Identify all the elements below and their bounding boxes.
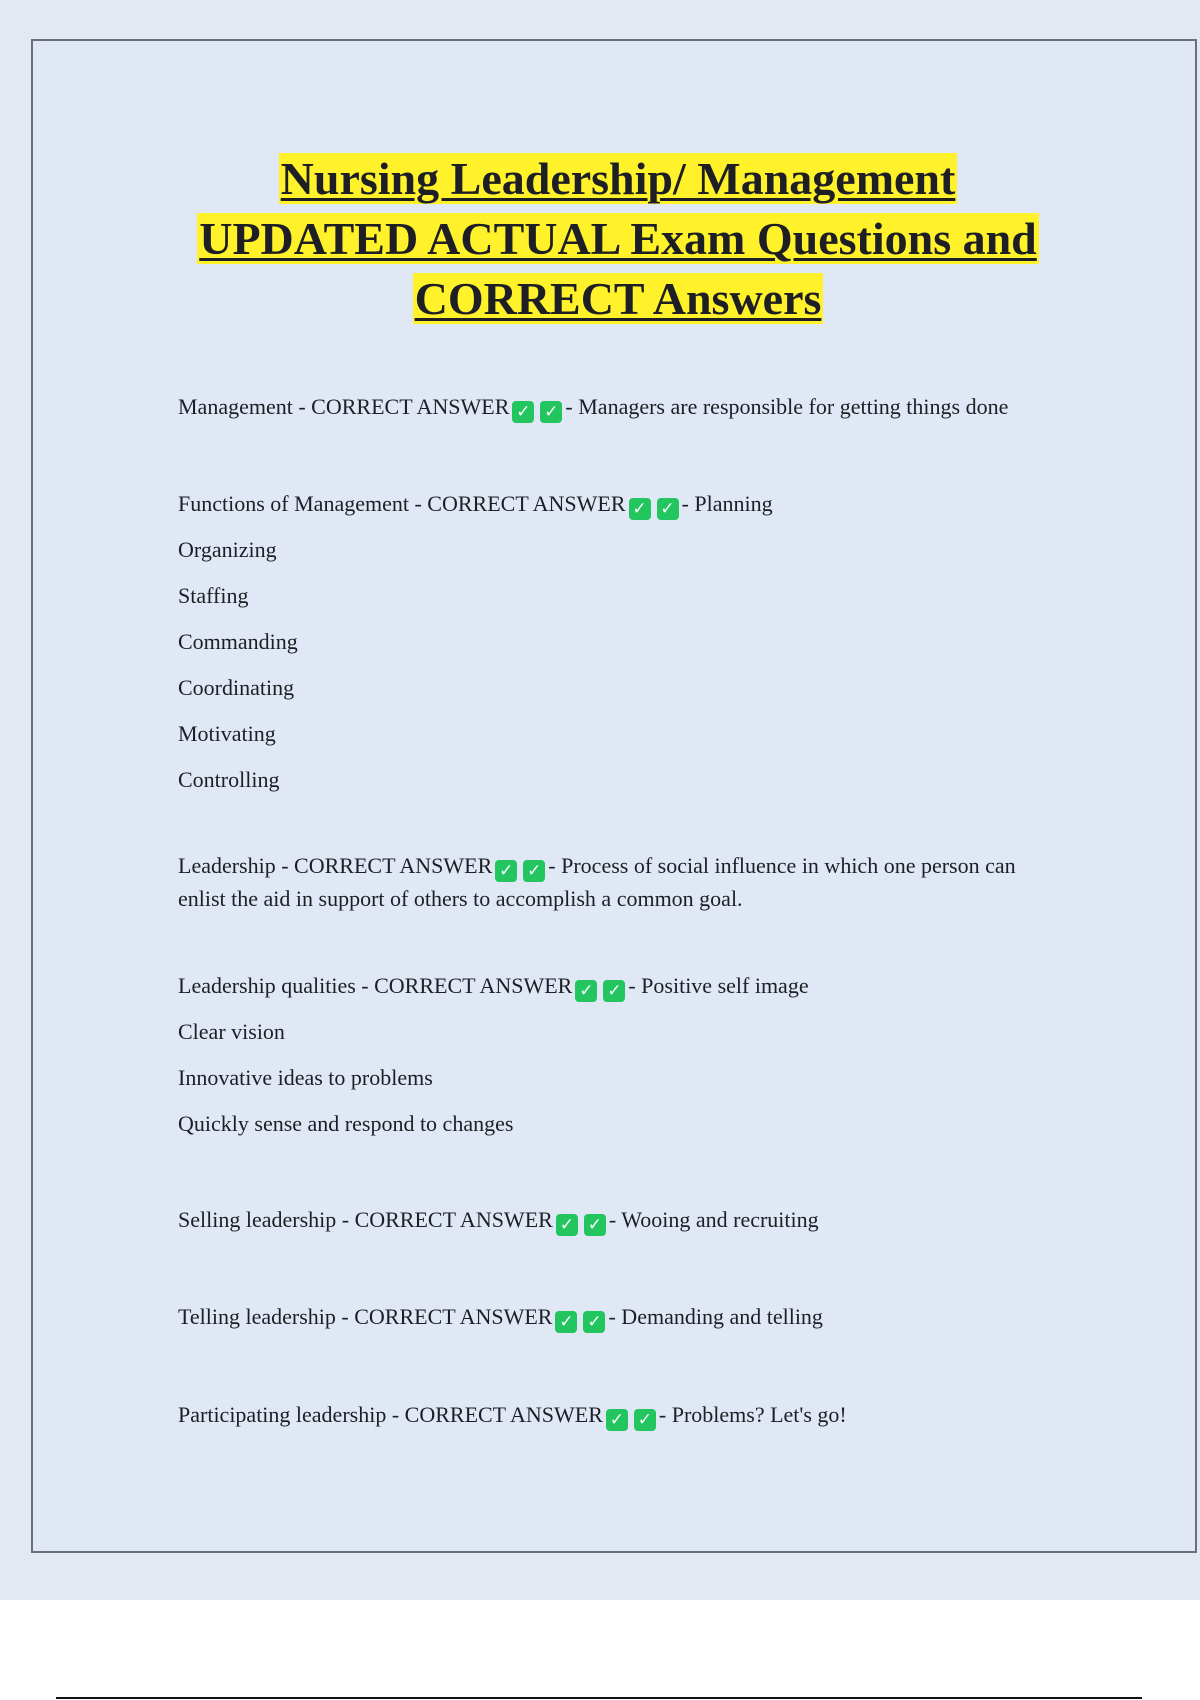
check-icon: ✓: [523, 860, 545, 882]
list-item: Staffing: [178, 583, 249, 608]
qa-item-telling-leadership: [178, 1294, 1118, 1340]
list-item: Coordinating: [178, 675, 295, 700]
check-icon: ✓: [540, 401, 562, 423]
check-icon: ✓: [603, 980, 625, 1002]
list-item: Controlling: [178, 767, 280, 792]
check-icon: ✓: [629, 498, 651, 520]
check-icon: ✓: [657, 498, 679, 520]
answer-tag: - CORRECT ANSWER: [391, 1402, 603, 1427]
qa-term: Participating leadership: [178, 1402, 387, 1427]
qa-answer: - Demanding and telling: [608, 1304, 823, 1329]
list-item: Commanding: [178, 629, 298, 654]
title-line-3: CORRECT Answers: [414, 273, 822, 324]
answer-tag: - CORRECT ANSWER: [281, 853, 493, 878]
qa-term: Management: [178, 394, 293, 419]
list-item: Clear vision: [178, 1019, 285, 1044]
document-page: [31, 39, 1197, 1553]
qa-answer: - Positive self image: [628, 973, 809, 998]
qa-term: Telling leadership: [178, 1304, 336, 1329]
qa-item-participating-leadership: [178, 1392, 1118, 1438]
check-icon: ✓: [512, 401, 534, 423]
qa-answer: - Process of social influence in which one person can: [548, 853, 1016, 878]
list-item: Organizing: [178, 537, 277, 562]
check-icon: ✓: [495, 860, 517, 882]
qa-item-management: [178, 384, 1118, 430]
qa-answer: - Planning: [681, 491, 773, 516]
qa-item-leadership-qualities: [178, 963, 1118, 1147]
footer-divider: [56, 1697, 1142, 1699]
list-item: Innovative ideas to problems: [178, 1065, 433, 1090]
answer-tag: - CORRECT ANSWER: [341, 1304, 553, 1329]
check-icon: ✓: [634, 1409, 656, 1431]
answer-tag: - CORRECT ANSWER: [341, 1207, 553, 1232]
qa-answer: - Managers are responsible for getting things done: [565, 394, 1009, 419]
answer-tag: - CORRECT ANSWER: [414, 491, 626, 516]
qa-item-leadership: [178, 849, 1118, 915]
qa-term: Selling leadership: [178, 1207, 337, 1232]
check-icon: ✓: [583, 1311, 605, 1333]
qa-answer-continued: enlist the aid in support of others to accomplish a common goal.: [178, 886, 743, 911]
answer-tag: - CORRECT ANSWER: [361, 973, 573, 998]
qa-list: [178, 384, 1118, 1438]
list-item: Motivating: [178, 721, 276, 746]
check-icon: ✓: [606, 1409, 628, 1431]
list-item: Quickly sense and respond to changes: [178, 1111, 514, 1136]
document-title: [33, 149, 1200, 329]
check-icon: ✓: [584, 1214, 606, 1236]
check-icon: ✓: [556, 1214, 578, 1236]
qa-term: Functions of Management: [178, 491, 409, 516]
check-icon: ✓: [575, 980, 597, 1002]
qa-answer: - Wooing and recruiting: [608, 1207, 819, 1232]
qa-term: Leadership qualities: [178, 973, 356, 998]
qa-answer: - Problems? Let's go!: [658, 1402, 847, 1427]
check-icon: ✓: [555, 1311, 577, 1333]
qa-item-selling-leadership: [178, 1197, 1118, 1243]
title-line-2: UPDATED ACTUAL Exam Questions and: [199, 213, 1037, 264]
qa-item-functions-of-management: [178, 481, 1118, 803]
answer-tag: - CORRECT ANSWER: [298, 394, 510, 419]
title-line-1: Nursing Leadership/ Management: [280, 153, 956, 204]
qa-term: Leadership: [178, 853, 276, 878]
